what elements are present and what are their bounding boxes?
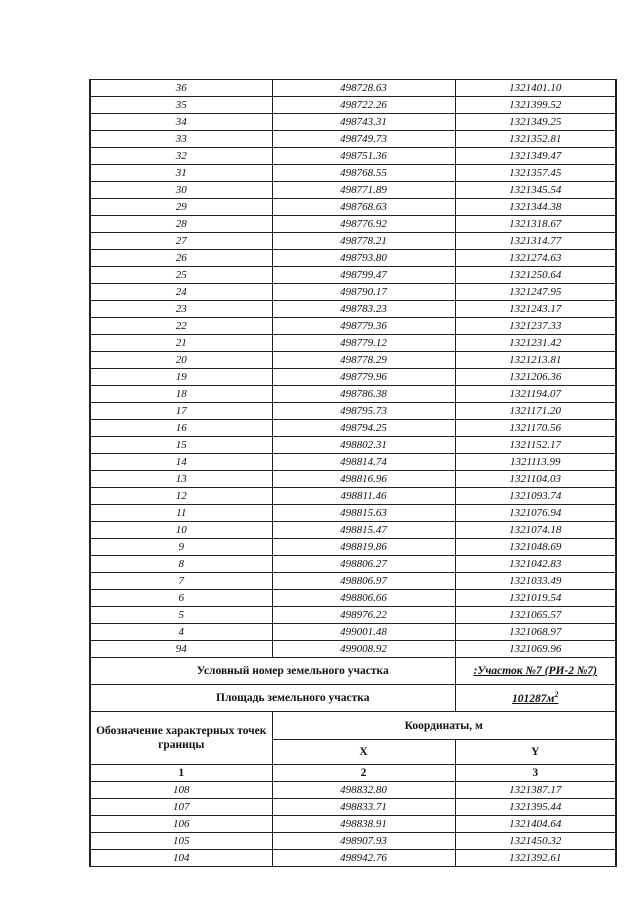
table-row [90,284,616,301]
coordinates-document [89,79,615,867]
point-number-cell: 25 [90,267,272,284]
y-coordinate-cell: 1321194.07 [455,386,616,403]
bottom-coordinates-body [90,782,616,867]
y-coordinate-cell: 1321243.17 [455,301,616,318]
y-coordinate-cell: 1321042.83 [455,556,616,573]
table-row [90,573,616,590]
x-coordinate-cell: 498799.47 [272,267,455,284]
y-column-header: Y [455,740,616,765]
table-row [90,335,616,352]
table-row [90,522,616,539]
y-coordinate-cell: 1321345.54 [455,182,616,199]
point-number-cell: 35 [90,97,272,114]
y-coordinate-cell: 1321206.36 [455,369,616,386]
x-coordinate-cell: 498768.55 [272,165,455,182]
table-row [90,833,616,850]
y-coordinate-cell: 1321404.64 [455,816,616,833]
point-number-cell: 107 [90,799,272,816]
column-number-3: 3 [455,765,616,782]
point-number-cell: 29 [90,199,272,216]
point-number-cell: 26 [90,250,272,267]
point-number-cell: 18 [90,386,272,403]
point-number-cell: 15 [90,437,272,454]
table-row [90,607,616,624]
y-coordinate-cell: 1321401.10 [455,80,616,97]
table-row [90,437,616,454]
y-coordinate-cell: 1321349.25 [455,114,616,131]
table-row [90,386,616,403]
coordinates-table [89,79,617,867]
table-row [90,148,616,165]
y-coordinate-cell: 1321274.63 [455,250,616,267]
point-number-cell: 5 [90,607,272,624]
coordinates-header: Координаты, м [272,712,616,740]
table-row [90,590,616,607]
x-coordinate-cell: 498790.17 [272,284,455,301]
x-coordinate-cell: 498976.22 [272,607,455,624]
x-coordinate-cell: 498768.63 [272,199,455,216]
x-coordinate-cell: 499008.92 [272,641,455,658]
parcel-area-label: Площадь земельного участка [90,685,455,712]
x-coordinate-cell: 498749.73 [272,131,455,148]
point-number-cell: 11 [90,505,272,522]
x-column-header: X [272,740,455,765]
table-row [90,403,616,420]
x-coordinate-cell: 498907.93 [272,833,455,850]
y-coordinate-cell: 1321247.95 [455,284,616,301]
x-coordinate-cell: 498814.74 [272,454,455,471]
y-coordinate-cell: 1321318.67 [455,216,616,233]
y-coordinate-cell: 1321093.74 [455,488,616,505]
y-coordinate-cell: 1321033.49 [455,573,616,590]
x-coordinate-cell: 498779.96 [272,369,455,386]
y-coordinate-cell: 1321068.97 [455,624,616,641]
x-coordinate-cell: 498806.97 [272,573,455,590]
top-coordinates-body [90,80,616,658]
table-row [90,420,616,437]
table-row [90,556,616,573]
point-number-cell: 12 [90,488,272,505]
y-coordinate-cell: 1321231.42 [455,335,616,352]
x-coordinate-cell: 498778.29 [272,352,455,369]
x-coordinate-cell: 498816.96 [272,471,455,488]
x-coordinate-cell: 498793.80 [272,250,455,267]
x-coordinate-cell: 498802.31 [272,437,455,454]
point-number-cell: 9 [90,539,272,556]
y-coordinate-cell: 1321048.69 [455,539,616,556]
table-row [90,505,616,522]
point-number-cell: 17 [90,403,272,420]
x-coordinate-cell: 498728.63 [272,80,455,97]
table-row [90,454,616,471]
point-number-cell: 19 [90,369,272,386]
y-coordinate-cell: 1321152.17 [455,437,616,454]
point-number-cell: 7 [90,573,272,590]
point-number-cell: 28 [90,216,272,233]
y-coordinate-cell: 1321349.47 [455,148,616,165]
x-coordinate-cell: 498722.26 [272,97,455,114]
y-coordinate-cell: 1321399.52 [455,97,616,114]
point-number-cell: 20 [90,352,272,369]
point-number-cell: 36 [90,80,272,97]
y-coordinate-cell: 1321450.32 [455,833,616,850]
table-row [90,369,616,386]
x-coordinate-cell: 498786.38 [272,386,455,403]
table-row [90,199,616,216]
x-coordinate-cell: 498832.80 [272,782,455,799]
y-coordinate-cell: 1321065.57 [455,607,616,624]
table-row [90,165,616,182]
y-coordinate-cell: 1321392.61 [455,850,616,867]
point-number-cell: 10 [90,522,272,539]
table-row [90,352,616,369]
table-row [90,782,616,799]
x-coordinate-cell: 498783.23 [272,301,455,318]
parcel-number-value: :Участок №7 (РИ-2 №7) [455,658,616,685]
point-number-cell: 30 [90,182,272,199]
column-number-1: 1 [90,765,272,782]
y-coordinate-cell: 1321170.56 [455,420,616,437]
table-row [90,539,616,556]
table-row [90,216,616,233]
y-coordinate-cell: 1321352.81 [455,131,616,148]
x-coordinate-cell: 498776.92 [272,216,455,233]
point-number-cell: 23 [90,301,272,318]
y-coordinate-cell: 1321074.18 [455,522,616,539]
table-row [90,301,616,318]
table-row [90,250,616,267]
point-number-cell: 108 [90,782,272,799]
parcel-number-label: Условный номер земельного участка [90,658,455,685]
x-coordinate-cell: 498811.46 [272,488,455,505]
point-number-cell: 94 [90,641,272,658]
parcel-area-value: $101287м^2$ [455,685,616,712]
y-coordinate-cell: 1321237.33 [455,318,616,335]
point-number-cell: 6 [90,590,272,607]
table-row [90,318,616,335]
table-row [90,267,616,284]
point-number-cell: 24 [90,284,272,301]
y-coordinate-cell: 1321387.17 [455,782,616,799]
y-coordinate-cell: 1321113.99 [455,454,616,471]
x-coordinate-cell: 498779.36 [272,318,455,335]
x-coordinate-cell: 498838.91 [272,816,455,833]
x-coordinate-cell: 498806.66 [272,590,455,607]
column-number-2: 2 [272,765,455,782]
x-coordinate-cell: 498751.36 [272,148,455,165]
y-coordinate-cell: 1321314.77 [455,233,616,250]
x-coordinate-cell: 498806.27 [272,556,455,573]
point-number-cell: 31 [90,165,272,182]
point-number-cell: 16 [90,420,272,437]
x-coordinate-cell: 498795.73 [272,403,455,420]
table-row [90,471,616,488]
x-coordinate-cell: 498743.31 [272,114,455,131]
x-coordinate-cell: 498794.25 [272,420,455,437]
point-designation-header: Обозначение характерных точек границы [90,712,272,765]
table-row [90,816,616,833]
y-coordinate-cell: 1321076.94 [455,505,616,522]
table-row [90,114,616,131]
point-number-cell: 22 [90,318,272,335]
table-row [90,488,616,505]
x-coordinate-cell: 498779.12 [272,335,455,352]
parcel-info-body [90,658,616,712]
x-coordinate-cell: 498819.86 [272,539,455,556]
table-row [90,624,616,641]
point-number-cell: 4 [90,624,272,641]
x-coordinate-cell: 498833.71 [272,799,455,816]
x-coordinate-cell: 498778.21 [272,233,455,250]
point-number-cell: 34 [90,114,272,131]
y-coordinate-cell: 1321357.45 [455,165,616,182]
table-row [90,850,616,867]
y-coordinate-cell: 1321069.96 [455,641,616,658]
point-number-cell: 27 [90,233,272,250]
point-number-cell: 32 [90,148,272,165]
x-coordinate-cell: 498815.63 [272,505,455,522]
column-header-body [90,712,616,782]
y-coordinate-cell: 1321395.44 [455,799,616,816]
table-row [90,641,616,658]
point-number-cell: 33 [90,131,272,148]
y-coordinate-cell: 1321213.81 [455,352,616,369]
y-coordinate-cell: 1321250.64 [455,267,616,284]
point-number-cell: 104 [90,850,272,867]
y-coordinate-cell: 1321344.38 [455,199,616,216]
y-coordinate-cell: 1321104.03 [455,471,616,488]
table-row [90,131,616,148]
table-row [90,97,616,114]
y-coordinate-cell: 1321171.20 [455,403,616,420]
table-row [90,182,616,199]
x-coordinate-cell: 499001.48 [272,624,455,641]
y-coordinate-cell: 1321019.54 [455,590,616,607]
point-number-cell: 14 [90,454,272,471]
point-number-cell: 13 [90,471,272,488]
table-row [90,799,616,816]
point-number-cell: 21 [90,335,272,352]
x-coordinate-cell: 498771.89 [272,182,455,199]
point-number-cell: 106 [90,816,272,833]
point-number-cell: 105 [90,833,272,850]
x-coordinate-cell: 498815.47 [272,522,455,539]
point-number-cell: 8 [90,556,272,573]
x-coordinate-cell: 498942.76 [272,850,455,867]
table-row [90,80,616,97]
table-row [90,233,616,250]
